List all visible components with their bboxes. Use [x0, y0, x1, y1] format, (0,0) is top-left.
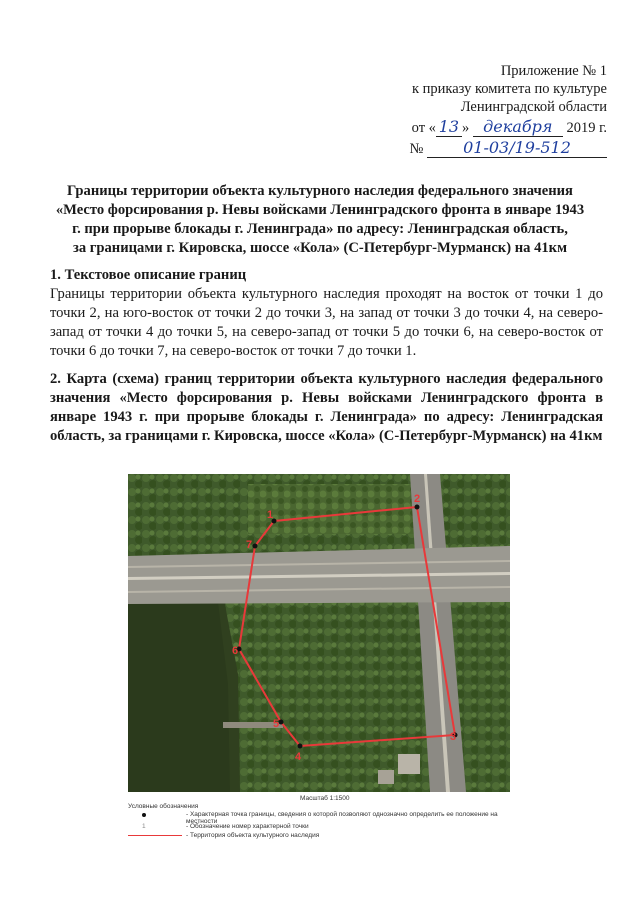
boundary-point — [415, 505, 420, 510]
boundary-point — [253, 544, 258, 549]
legend-row-label: 1 - Обозначение номер характерной точки — [142, 823, 309, 830]
section-text-description — [50, 266, 603, 361]
boundary-point — [298, 744, 303, 749]
point-label-1: 1 — [267, 509, 274, 521]
point-label-2: 2 — [414, 493, 421, 505]
legend-row-territory: - Территория объекта культурного наследия — [128, 832, 510, 841]
point-label-4: 4 — [295, 751, 302, 763]
map-scale: Масштаб 1:1500 — [300, 795, 350, 802]
point-label-5: 5 — [273, 718, 280, 730]
building — [398, 754, 420, 774]
map-legend — [128, 803, 510, 841]
label-symbol: 1 — [142, 823, 146, 830]
appendix-number: Приложение № 1 — [500, 63, 607, 79]
document-title: Границы территории объекта культурного наследия федерального значения «Место форсирования р. Невы войсками Ленинградского фронта в январе 1943 г. при прорыве блокады г. Ленинграда» по адресу: Ленинградская область, за границами г. Кировска, шоссе «Кола» (С-Петербург-Мурманск) на 41км — [55, 183, 585, 256]
point-symbol — [142, 813, 146, 817]
region-name: Ленинградской области — [460, 99, 607, 115]
appendix-header — [410, 62, 607, 158]
point-label-7: 7 — [246, 539, 253, 551]
order-number-value: 01-03/19-512 — [427, 139, 607, 158]
order-date: от « 13 » декабря 2019 г. — [411, 117, 607, 136]
order-number: № 01-03/19-512 — [410, 139, 607, 158]
point-label-6: 6 — [232, 645, 239, 657]
date-day: 13 — [436, 118, 462, 137]
boundary-point — [279, 720, 284, 725]
section1-heading: 1. Текстовое описание границ — [50, 267, 247, 283]
point-label-3: 3 — [450, 731, 457, 743]
date-month: декабря — [473, 118, 563, 137]
section1-text: Границы территории объекта культурного наследия проходят на восток от точки 1 до точки 2, на юго-восток от точки 2 до точки 3, на запад от точки 3 до точки 4, на северо-запад от точки 4 до точки 5, на северо-запад от точки 5 до точки 6, на северо-восток от точки 6 до точки 7, на северо-восток от точки 7 до точки 1. — [50, 286, 603, 359]
territory-line-symbol — [128, 835, 182, 836]
legend-title: Условные обозначения — [128, 803, 199, 810]
boundary-map — [128, 474, 510, 792]
building — [378, 770, 394, 784]
legend-row-point: - Характерная точка границы, сведения о которой позволяют однозначно определить ее положение на местности — [128, 811, 510, 823]
section2-heading: 2. Карта (схема) границ территории объекта культурного наследия федерального значения «Место форсирования р. Невы войсками Ленинградского фронта в январе 1943 г. при прорыве блокады г. Ленинграда» по адресу: Ленинградская область, за границами г. Кировска, шоссе «Кола» (С-Петербург-Мурманск) на 41км — [50, 371, 603, 444]
order-reference: к приказу комитета по культуре — [411, 81, 607, 97]
satellite-map — [128, 474, 510, 792]
